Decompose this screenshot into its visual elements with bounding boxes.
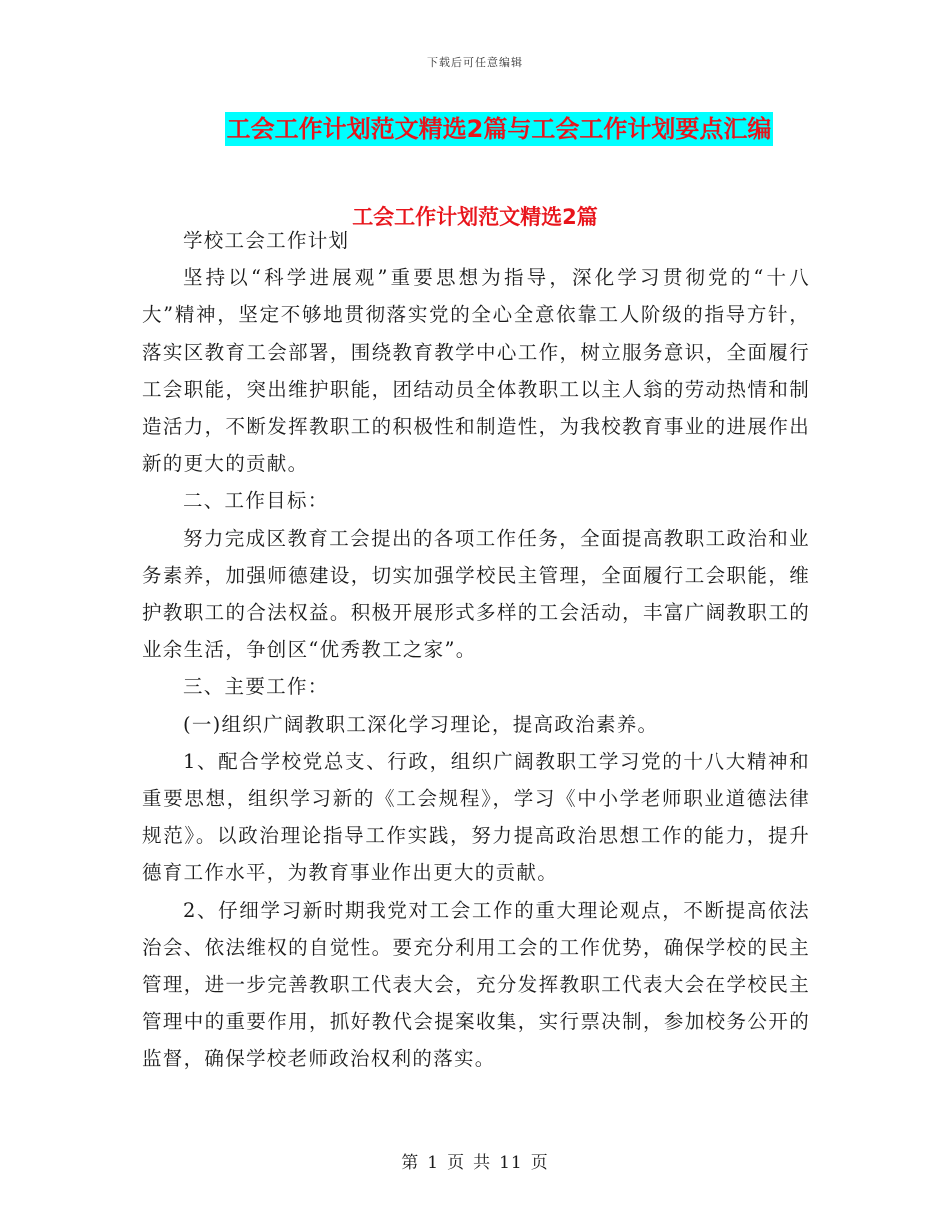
main-title: 工会工作计划范文精选2篇与工会工作计划要点汇编 [225, 112, 774, 146]
footer-page-label: 页 [447, 1153, 466, 1173]
paragraph-guiding-principle: 坚持以“科学进展观”重要思想为指导，深化学习贯彻党的“十八大”精神，坚定不够地贯彻落实党的全心全意依靠工人阶级的指导方针，落实区教育工会部署，围绕教育教学中心工作，树立服务意识，全面履行工会职能，突出维护职能，团结动员全体教职工以主人翁的劳动热情和制造活力，不断发挥教职工的积极性和制造性，为我校教育事业的进展作出新的更大的贡献。 [142, 266, 810, 476]
footer-suffix: 页 [530, 1153, 549, 1173]
main-title-wrapper [0, 112, 950, 146]
footer-total-prefix: 共 [473, 1153, 492, 1173]
sub-title: 工会工作计划范文精选2篇 [352, 205, 598, 229]
paragraph-subheading-theory: (一)组织广阔教职工深化学习理论，提高政治素养。 [182, 712, 659, 736]
document-body [142, 222, 810, 1078]
header-note: 下载后可任意编辑 [427, 56, 523, 69]
paragraph-goals: 努力完成区教育工会提出的各项工作任务，全面提高教职工政治和业务素养，加强师德建设，切实加强学校民主管理，全面履行工会职能，维护教职工的合法权益。积极开展形式多样的工会活动，丰富广阔教职工的业余生活，争创区“优秀教工之家”。 [142, 526, 810, 662]
paragraph-item-1: 1、配合学校党总支、行政，组织广阔教职工学习党的十八大精神和重要思想，组织学习新的《工会规程》，学习《中小学老师职业道德法律规范》。以政治理论指导工作实践，努力提高政治思想工作的能力，提升德育工作水平，为教育事业作出更大的贡献。 [142, 749, 810, 885]
footer-page-number: 1 [427, 1153, 440, 1173]
paragraph-heading-school-plan: 学校工会工作计划 [182, 229, 350, 252]
paragraph-heading-main-work: 三、主要工作： [182, 675, 329, 699]
footer-total-pages: 11 [499, 1153, 523, 1173]
page-footer [0, 1148, 950, 1173]
paragraph-heading-goals: 二、工作目标： [182, 489, 329, 513]
footer-prefix: 第 [401, 1153, 420, 1173]
paragraph-item-2: 2、仔细学习新时期我党对工会工作的重大理论观点，不断提高依法治会、依法维权的自觉性。要充分利用工会的工作优势，确保学校的民主管理，进一步完善教职工代表大会，充分发挥教职工代表大会在学校民主管理中的重要作用，抓好教代会提案收集，实行票决制，参加校务公开的监督，确保学校老师政治权利的落实。 [142, 898, 810, 1071]
